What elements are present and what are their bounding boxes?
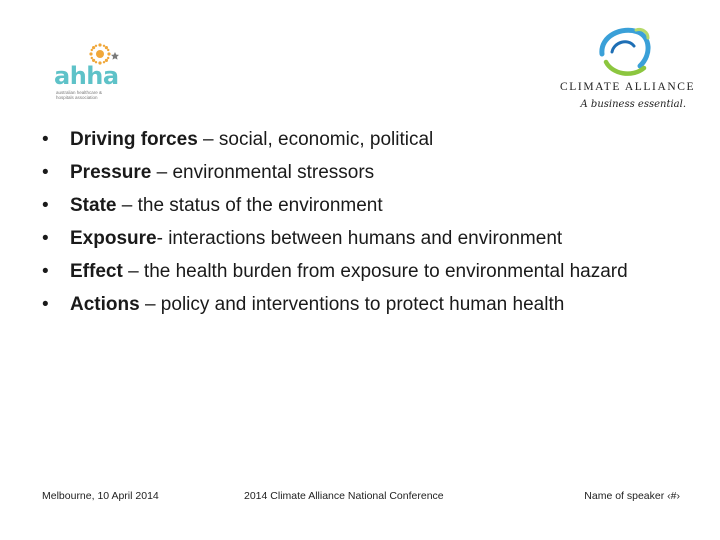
bullet-term: Exposure	[70, 228, 157, 249]
bullet-term: Pressure	[70, 162, 152, 183]
bullet-text: – the health burden from exposure to environmental hazard	[122, 261, 628, 282]
bullet-icon: •	[42, 162, 49, 183]
footer-conference: 2014 Climate Alliance National Conference	[244, 490, 444, 502]
bullet-term: State	[70, 195, 117, 216]
ahha-logo	[48, 40, 138, 102]
bullet-term: Effect	[70, 261, 123, 282]
bullet-term: Actions	[70, 294, 140, 315]
bullet-icon: •	[42, 195, 49, 216]
footer-speaker: Name of speaker ‹#›	[584, 490, 680, 502]
ahha-wordmark: ahha	[54, 62, 119, 90]
list-item	[40, 293, 680, 317]
bullet-icon: •	[42, 294, 49, 315]
list-item	[40, 260, 680, 284]
bullet-icon: •	[42, 261, 49, 282]
climate-alliance-logo	[556, 24, 696, 116]
list-item	[40, 227, 680, 251]
ahha-subtitle: australian healthcare & hospitals association	[56, 90, 103, 100]
bullet-text: - interactions between humans and environment	[156, 228, 563, 249]
climate-alliance-name: CLIMATE ALLIANCE	[560, 81, 696, 93]
footer-date: Melbourne, 10 April 2014	[42, 490, 159, 502]
bullet-text: – environmental stressors	[151, 162, 375, 183]
list-item	[40, 128, 680, 152]
bullet-text: – social, economic, political	[197, 129, 434, 150]
bullet-term: Driving forces	[70, 129, 198, 150]
bullet-list	[40, 128, 680, 326]
bullet-icon: •	[42, 228, 49, 249]
list-item	[40, 161, 680, 185]
bullet-text: – policy and interventions to protect human health	[139, 294, 565, 315]
bullet-icon: •	[42, 129, 49, 150]
footer	[0, 490, 720, 506]
list-item	[40, 194, 680, 218]
bullet-text: – the status of the environment	[116, 195, 383, 216]
climate-alliance-tagline: A business essential.	[580, 99, 686, 110]
swirl-icon	[592, 24, 656, 80]
